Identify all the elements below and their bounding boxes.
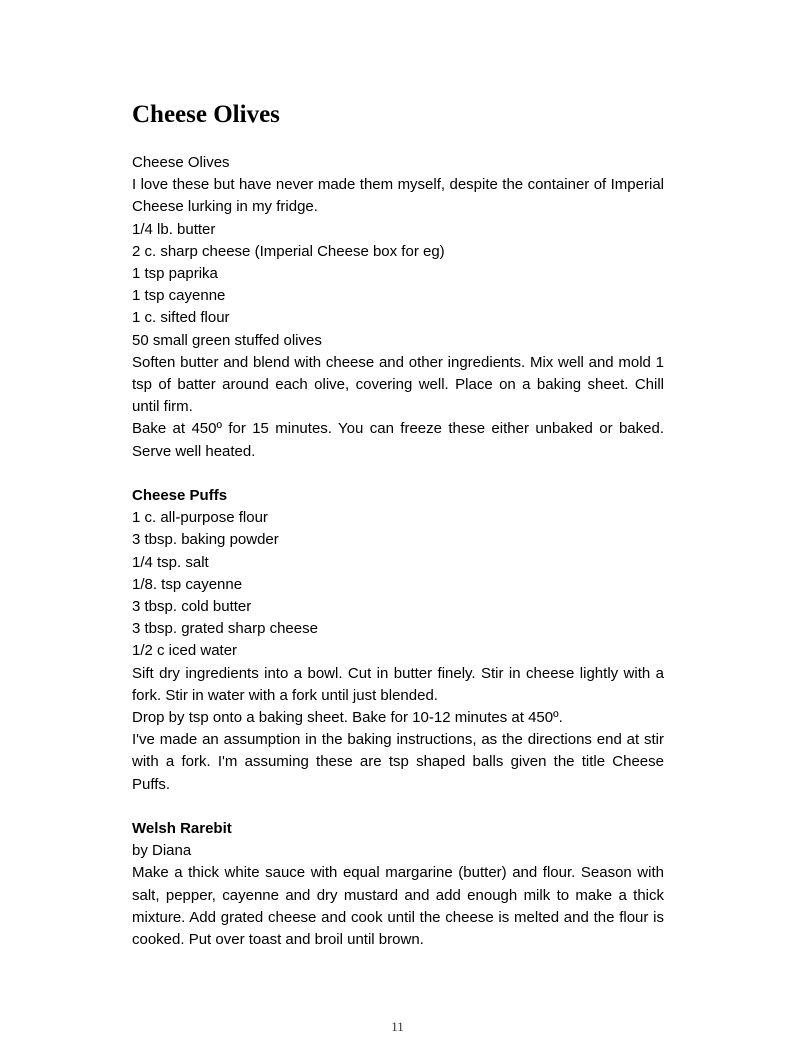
section-spacer [132,463,664,485]
document-page [132,98,664,951]
ingredient-item: 3 tbsp. baking powder [132,531,279,549]
ingredient-item: 3 tbsp. cold butter [132,598,252,616]
recipe-intro: I love these but have never made them myself, despite the container of Imperial Cheese lurking in my fridge. [132,176,664,216]
recipe-welsh-rarebit [132,818,664,951]
recipe-byline: by Diana [132,842,192,860]
ingredient-list [132,219,664,352]
ingredient-item: 1/4 tsp. salt [132,553,209,571]
ingredient-item: 1/2 c iced water [132,642,238,660]
instruction-paragraph: Sift dry ingredients into a bowl. Cut in butter finely. Stir in cheese lightly with a fork. Stir in water with a fork until just blended. [132,664,664,704]
instruction-paragraph: Soften butter and blend with cheese and other ingredients. Mix well and mold 1 tsp of batter around each olive, covering well. Place on a baking sheet. Chill until firm. [132,353,664,416]
ingredient-list [132,507,664,662]
ingredient-item: 3 tbsp. grated sharp cheese [132,620,318,638]
page-title: Cheese Olives [132,101,280,128]
ingredient-item: 50 small green stuffed olives [132,331,322,349]
instruction-paragraph: Bake at 450º for 15 minutes. You can freeze these either unbaked or baked. Serve well heated. [132,420,664,460]
instruction-paragraph: I've made an assumption in the baking instructions, as the directions end at stir with a fork. I'm assuming these are tsp shaped balls given the title Cheese Puffs. [132,731,664,793]
recipe-cheese-puffs [132,485,664,796]
document-body [132,152,664,951]
ingredient-item: 2 c. sharp cheese (Imperial Cheese box for eg) [132,242,445,260]
recipe-cheese-olives [132,152,664,463]
ingredient-item: 1 tsp cayenne [132,287,226,305]
instruction-paragraph: Drop by tsp onto a baking sheet. Bake for 10-12 minutes at 450º. [132,709,563,727]
recipe-heading: Welsh Rarebit [132,820,232,838]
recipe-name: Cheese Olives [132,154,230,171]
ingredient-item: 1/8. tsp cayenne [132,575,243,593]
instruction-paragraph: Make a thick white sauce with equal margarine (butter) and flour. Season with salt, pepper, cayenne and dry mustard and add enough milk to make a thick mixture. Add grated cheese and cook until the cheese is melted and the flour is cooked. Put over toast and broil until brown. [132,864,664,949]
ingredient-item: 1 c. all-purpose flour [132,509,268,527]
section-spacer [132,796,664,818]
ingredient-item: 1/4 lb. butter [132,220,216,238]
page-number: 11 [391,1019,404,1034]
ingredient-item: 1 c. sifted flour [132,309,230,327]
ingredient-item: 1 tsp paprika [132,265,218,283]
recipe-heading: Cheese Puffs [132,487,228,505]
